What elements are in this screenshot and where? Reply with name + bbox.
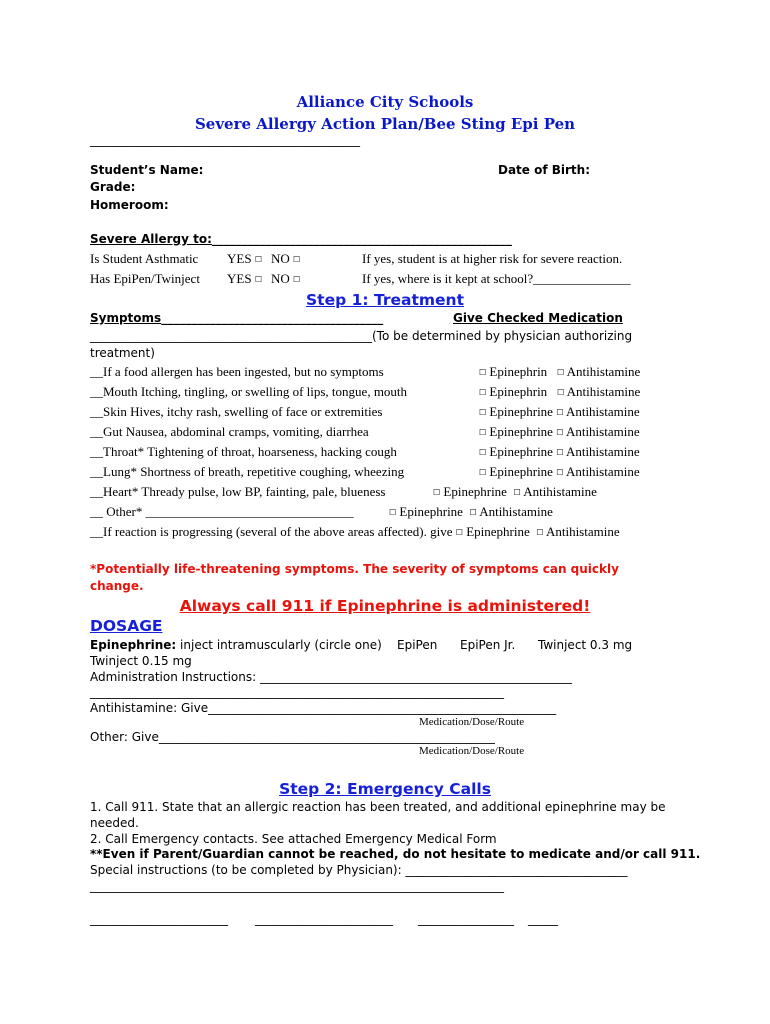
treatment-word: treatment) [90,346,155,360]
physician-rule: _______________________________________________(To be determined by physician authorizing [90,329,633,343]
med-choice[interactable]: ☐ Epinephrine ☐ Antihistamine [479,444,640,459]
symptom-row: __Lung* Shortness of breath, repetitive coughing, wheezing [90,464,405,479]
other-line: Other: Give________________________________________________________ [90,730,495,744]
checkbox-icon[interactable]: ☐ [479,448,487,457]
call-911-banner: Always call 911 if Epinephrine is administered! [179,597,591,615]
asthmatic-yes[interactable]: YES ☐ [227,251,262,266]
symptoms-header: Symptoms_____________________________________ [90,311,384,325]
checkbox-icon[interactable]: ☐ [479,408,487,417]
epipen-location-note: If yes, where is it kept at school?_______________ [362,271,631,286]
signature-line-4[interactable]: _____ [528,912,558,926]
medication-header: Give Checked Medication [453,311,623,325]
checkbox-icon[interactable]: ☐ [479,388,487,397]
call-911-instruction-2: needed. [90,816,139,830]
med-choice[interactable]: ☐ Epinephrin ☐ Antihistamine [479,364,641,379]
checkbox-icon[interactable]: ☐ [254,275,262,284]
admin-instructions: Administration Instructions: ____________________________________________________ [90,670,572,684]
checkbox-icon[interactable]: ☐ [556,468,564,477]
progressing-row: __If reaction is progressing (several of the above areas affected). give ☐ Epinephrine ☐ Antihistamine [90,524,620,539]
severe-allergy-blank: __________________________________________________ [211,232,512,246]
school-name: Alliance City Schools [296,93,474,111]
student-name-label: Student’s Name: [90,163,204,177]
dob-label: Date of Birth: [498,163,591,177]
step1-title: Step 1: Treatment [306,291,464,309]
med-choice[interactable]: ☐ Epinephrine ☐ Antihistamine [479,464,640,479]
med-choice[interactable]: ☐ Epinephrine ☐ Antihistamine [433,484,597,499]
checkbox-icon[interactable]: ☐ [254,255,262,264]
symptom-row: __Heart* Thready pulse, low BP, fainting, pale, blueness [90,484,386,499]
call-911-instruction: 1. Call 911. State that an allergic reaction has been treated, and additional epinephrine may be [90,800,666,814]
header-rule: _____________________________________________ [90,133,360,147]
epinephrine-line: Epinephrine: inject intramuscularly (circle one) [90,638,382,652]
checkbox-icon[interactable]: ☐ [513,488,521,497]
asthmatic-question: Is Student Asthmatic [90,251,199,266]
signature-line-3[interactable]: ________________ [418,912,514,926]
special-instructions: Special instructions (to be completed by Physician): _____________________________________ [90,863,628,877]
symptom-row: __Gut Nausea, abdominal cramps, vomiting, diarrhea [90,424,369,439]
symptom-row: __ Other* ________________________________ [90,504,354,519]
asthmatic-no[interactable]: NO ☐ [271,251,301,266]
emergency-contacts-instruction: 2. Call Emergency contacts. See attached Emergency Medical Form [90,832,497,846]
antihistamine-caption: Medication/Dose/Route [419,716,525,728]
checkbox-icon[interactable]: ☐ [556,428,564,437]
symptom-row: __If a food allergen has been ingested, but no symptoms [90,364,384,379]
option-twinject-03[interactable]: Twinject 0.3 mg [538,638,633,652]
checkbox-icon[interactable]: ☐ [556,368,565,377]
option-epipen[interactable]: EpiPen [397,638,438,652]
grade-label: Grade: [90,180,136,194]
checkbox-icon[interactable]: ☐ [536,528,544,537]
med-choice[interactable]: ☐ Epinephrin ☐ Antihistamine [479,384,641,399]
epipen-no[interactable]: NO ☐ [271,271,301,286]
checkbox-icon[interactable]: ☐ [293,275,301,284]
homeroom-label: Homeroom: [90,198,169,212]
signature-line-1[interactable]: _______________________ [90,912,228,926]
special-instructions-blank[interactable]: _____________________________________ [405,863,628,877]
other-blank[interactable]: ________________________________________________________ [158,730,495,744]
checkbox-icon[interactable]: ☐ [556,388,565,397]
signature-line-2[interactable]: _______________________ [255,912,393,926]
med-choice[interactable]: ☐ Epinephrine ☐ Antihistamine [389,504,553,519]
do-not-hesitate-note: **Even if Parent/Guardian cannot be reached, do not hesitate to medicate and/or call 911. [90,847,701,861]
med-choice[interactable]: ☐ Epinephrine ☐ Antihistamine [479,404,640,419]
checkbox-icon[interactable]: ☐ [389,508,397,517]
dosage-title: DOSAGE [90,617,163,635]
epipen-yes[interactable]: YES ☐ [227,271,262,286]
antihistamine-blank[interactable]: __________________________________________________________ [208,701,557,715]
symptom-row: __Throat* Tightening of throat, hoarseness, hacking cough [90,444,397,459]
antihistamine-line: Antihistamine: Give__________________________________________________________ [90,701,557,715]
plan-title: Severe Allergy Action Plan/Bee Sting Epi Pen [194,115,576,133]
epipen-question: Has EpiPen/Twinject [90,271,200,286]
life-threatening-warning-2: change. [90,579,144,593]
checkbox-icon[interactable]: ☐ [556,408,564,417]
checkbox-icon[interactable]: ☐ [433,488,441,497]
checkbox-icon[interactable]: ☐ [293,255,301,264]
med-choice[interactable]: ☐ Epinephrine ☐ Antihistamine [479,424,640,439]
life-threatening-warning: *Potentially life-threatening symptoms. The severity of symptoms can quickly [90,562,619,576]
step2-title: Step 2: Emergency Calls [279,780,491,798]
symptom-row: __Skin Hives, itchy rash, swelling of face or extremities [90,404,383,419]
admin-instructions-blank[interactable]: ____________________________________________________ [259,670,572,684]
special-instructions-blank-2[interactable]: _____________________________________________________________________ [90,879,504,893]
severe-allergy-label: Severe Allergy to:__________________________________________________ [90,232,512,246]
admin-instructions-blank-2[interactable]: _____________________________________________________________________ [90,685,504,699]
checkbox-icon[interactable]: ☐ [479,468,487,477]
option-twinject-015[interactable]: Twinject 0.15 mg [90,654,192,668]
symptom-row: __Mouth Itching, tingling, or swelling of lips, tongue, mouth [90,384,408,399]
checkbox-icon[interactable]: ☐ [469,508,477,517]
checkbox-icon[interactable]: ☐ [455,528,463,537]
checkbox-icon[interactable]: ☐ [479,428,487,437]
other-caption: Medication/Dose/Route [419,745,525,757]
checkbox-icon[interactable]: ☐ [556,448,564,457]
checkbox-icon[interactable]: ☐ [479,368,487,377]
asthmatic-note: If yes, student is at higher risk for severe reaction. [362,251,623,266]
option-epipen-jr[interactable]: EpiPen Jr. [460,638,516,652]
determined-note: (To be determined by physician authorizing [372,329,633,343]
